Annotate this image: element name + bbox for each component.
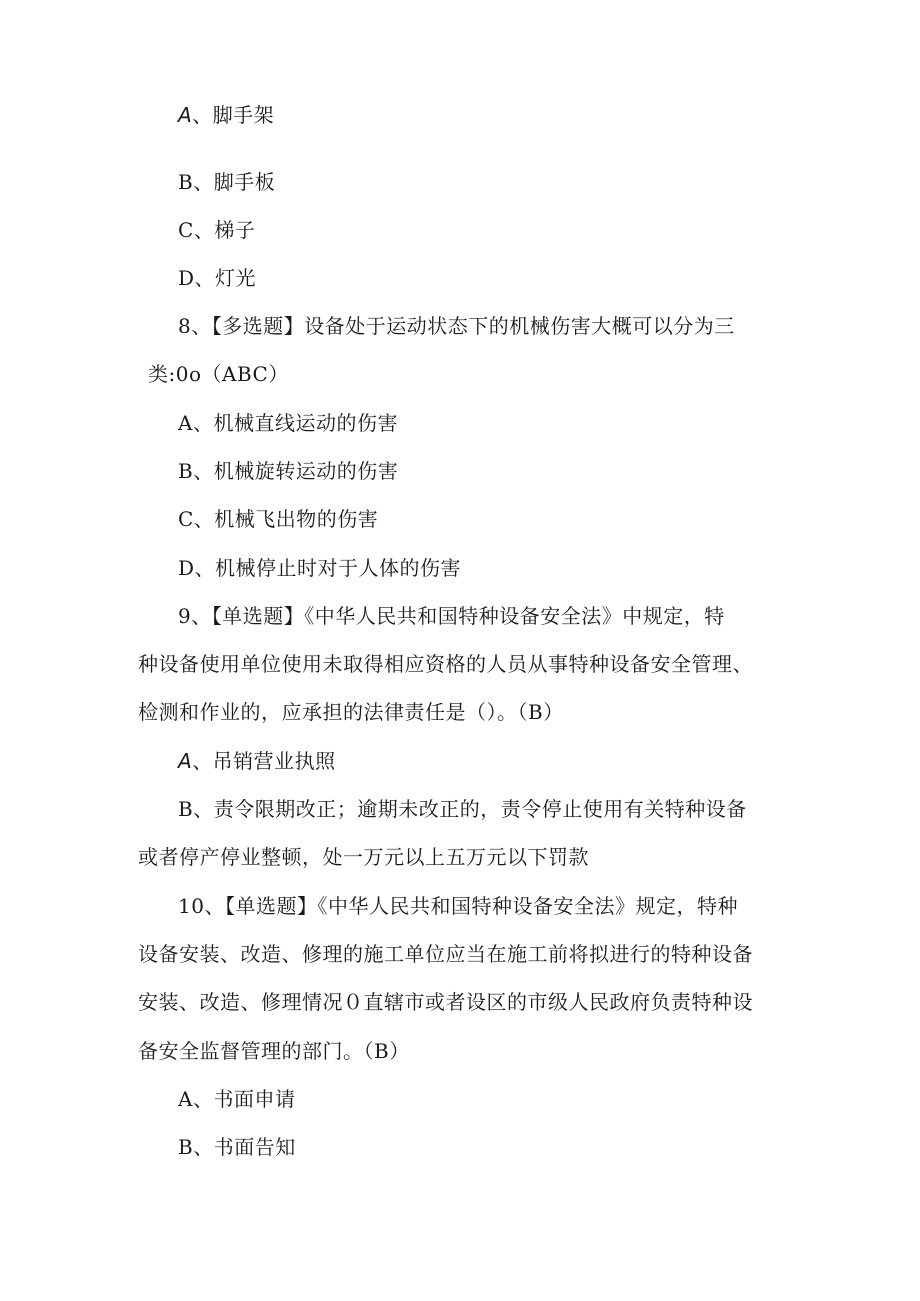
prev-option-c [178, 217, 255, 243]
option-text: 、吊销营业执照 [192, 749, 336, 773]
q9-option-b-line-2: 或者停产停业整顿，处一万元以上五万元以下罚款 [138, 845, 589, 869]
q10-option-a: A、书面申请 [178, 1087, 296, 1111]
q8-stem-line-2: 类:0o（ABC） [148, 362, 289, 386]
q8-option-d: D、机械停止时对于人体的伤害 [178, 556, 462, 580]
q8-option-c: C、机械飞出物的伤害 [178, 507, 379, 531]
option-letter: A [178, 103, 193, 127]
q8-option-b: B、机械旋转运动的伤害 [178, 459, 399, 483]
q10-stem-line-3: 安装、改造、修理情况０直辖市或者设区的市级人民政府负责特种设 [138, 990, 753, 1014]
q9-stem-line-3: 检测和作业的，应承担的法律责任是（）。（B） [138, 700, 564, 724]
option-separator: 、 [192, 103, 213, 127]
option-letter: A [178, 749, 193, 773]
option-letter: B [178, 170, 194, 194]
option-letter: D [178, 266, 195, 290]
option-text: 梯子 [214, 218, 256, 242]
option-text: 脚手板 [213, 170, 276, 194]
option-separator: 、 [194, 266, 216, 290]
option-letter: C [178, 218, 194, 242]
q10-stem-line-4: 备安全监督管理的部门。（B） [138, 1039, 410, 1063]
q9-option-b-line-1: B、责令限期改正；逾期未改正的，责令停止使用有关特种设备 [178, 797, 747, 821]
prev-option-b [178, 169, 275, 195]
option-text: 脚手架 [212, 103, 275, 127]
q8-stem-line-1: 8、【多选题】设备处于运动状态下的机械伤害大概可以分为三 [178, 314, 735, 338]
q9-option-a [178, 748, 336, 774]
option-separator: 、 [193, 170, 214, 194]
q8-option-a: A、机械直线运动的伤害 [178, 411, 398, 435]
q10-stem-line-1: 10、【单选题】《中华人民共和国特种设备安全法》规定，特种 [178, 894, 738, 918]
prev-option-a [178, 102, 274, 128]
prev-option-d [178, 265, 256, 291]
q9-stem-line-1: 9、【单选题】《中华人民共和国特种设备安全法》中规定，特 [178, 604, 725, 628]
option-separator: 、 [193, 218, 215, 242]
q10-stem-line-2: 设备安装、改造、修理的施工单位应当在施工前将拟进行的特种设备 [138, 942, 753, 966]
option-text: 灯光 [215, 266, 257, 290]
q9-stem-line-2: 种设备使用单位使用未取得相应资格的人员从事特种设备安全管理、 [138, 652, 753, 676]
q10-option-b: B、书面告知 [178, 1135, 296, 1159]
